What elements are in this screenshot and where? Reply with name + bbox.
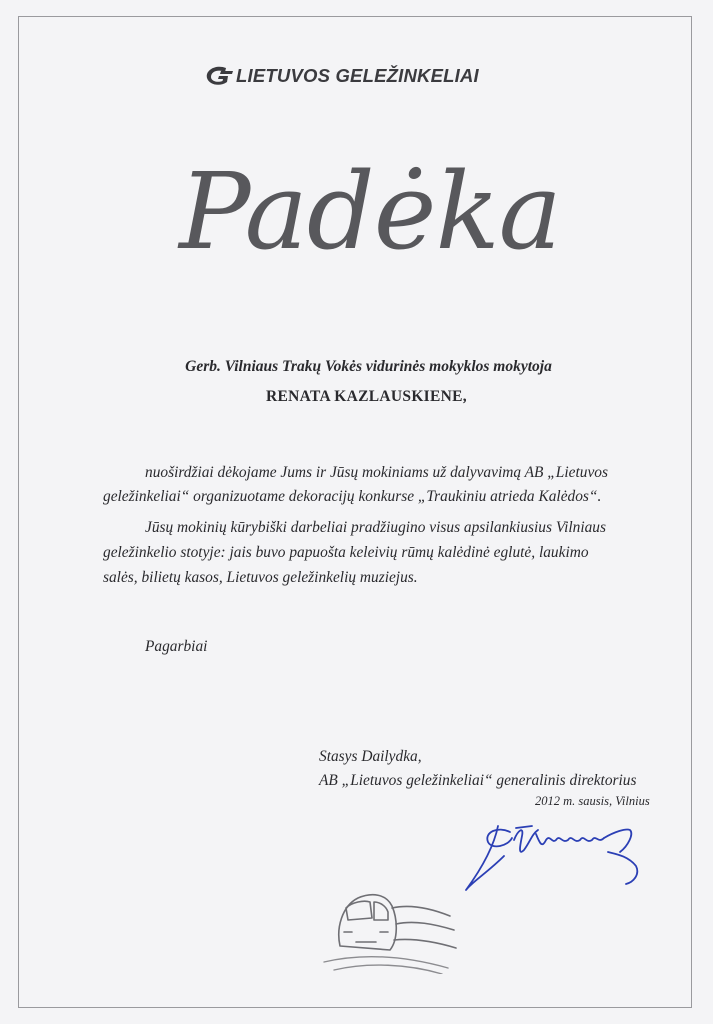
signer-name: Stasys Dailydka, <box>319 748 422 765</box>
date-place: 2012 m. sausis, Vilnius <box>535 794 650 808</box>
body-line-4: geležinkelio stotyje: jais buvo papuošta keleivių rūmų kalėdinė eglutė, laukimo <box>103 544 589 561</box>
signer-position: AB „Lietuvos geležinkeliai“ generalinis direktorius <box>319 772 637 789</box>
train-logo-icon <box>318 884 458 974</box>
logo-wordmark: LIETUVOS GELEŽINKELIAI <box>236 65 479 86</box>
recipient-position: Gerb. Vilniaus Trakų Vokės vidurinės mokyklos mokytoja <box>185 358 552 375</box>
body-line-1: nuoširdžiai dėkojame Jums ir Jūsų mokiniams už dalyvavimą AB „Lietuvos <box>145 464 608 481</box>
body-line-3: Jūsų mokinių kūrybiški darbeliai pradžiugino visus apsilankiusius Vilniaus <box>145 519 606 536</box>
recipient-name: RENATA KAZLAUSKIENE, <box>266 388 467 405</box>
handwritten-signature <box>458 816 668 900</box>
lg-logo-mark-icon <box>204 65 234 87</box>
body-line-5: salės, bilietų kasos, Lietuvos geležinkelių muziejus. <box>103 569 418 586</box>
body-line-2: geležinkeliai“ organizuotame dekoracijų konkurse „Traukiniu atrieda Kalėdos“. <box>103 488 602 505</box>
company-logo <box>204 63 479 89</box>
certificate-title: Padėka <box>179 150 561 273</box>
closing-text: Pagarbiai <box>145 638 208 655</box>
